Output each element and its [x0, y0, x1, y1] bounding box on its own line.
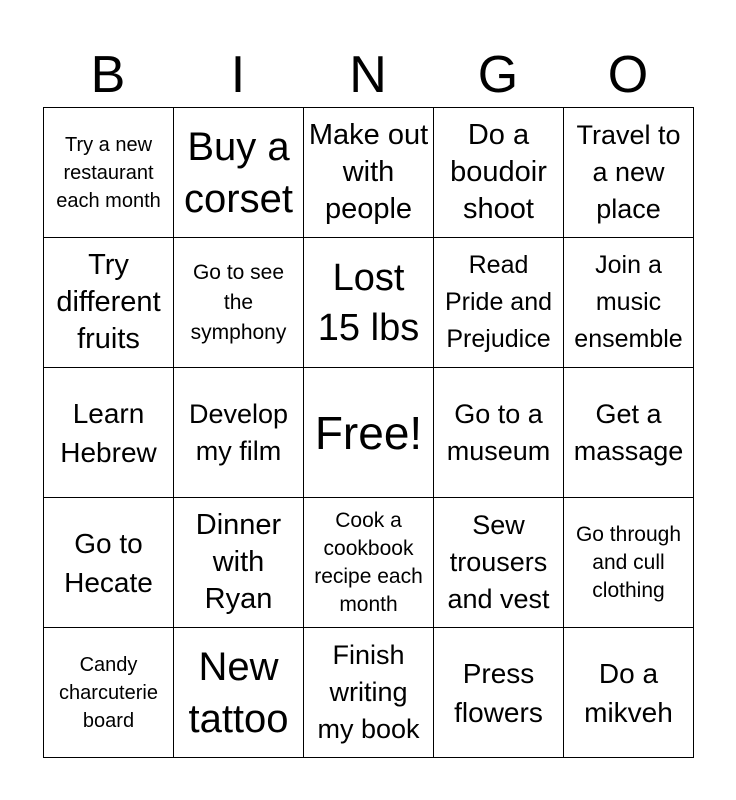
bingo-cell[interactable]: Dinner with Ryan [174, 498, 304, 628]
board-row [44, 368, 694, 498]
header-letter-g: G [477, 46, 519, 104]
bingo-cell[interactable]: Do a mikveh [564, 628, 694, 758]
bingo-cell[interactable]: Develop my film [174, 368, 304, 498]
bingo-board [43, 107, 694, 758]
bingo-cell[interactable]: Finish writing my book [304, 628, 434, 758]
bingo-cell[interactable]: Read Pride and Prejudice [434, 238, 564, 368]
header-letter-b: B [90, 46, 126, 104]
bingo-cell[interactable]: Make out with people [304, 108, 434, 238]
bingo-cell[interactable]: Candy charcuterie board [44, 628, 174, 758]
bingo-cell[interactable]: Learn Hebrew [44, 368, 174, 498]
bingo-header [43, 42, 693, 108]
board-row [44, 108, 694, 238]
bingo-cell[interactable]: Sew trousers and vest [434, 498, 564, 628]
bingo-cell[interactable]: Try a new restaurant each month [44, 108, 174, 238]
bingo-cell[interactable]: Lost 15 lbs [304, 238, 434, 368]
bingo-cell[interactable]: Go to Hecate [44, 498, 174, 628]
bingo-cell[interactable]: Press flowers [434, 628, 564, 758]
board-row [44, 628, 694, 758]
bingo-cell[interactable]: Travel to a new place [564, 108, 694, 238]
board-row [44, 238, 694, 368]
header-letter-o: O [607, 46, 649, 104]
bingo-cell[interactable]: Go to a museum [434, 368, 564, 498]
bingo-cell[interactable]: Join a music ensemble [564, 238, 694, 368]
bingo-cell[interactable]: Cook a cookbook recipe each month [304, 498, 434, 628]
board-row [44, 498, 694, 628]
header-letter-i: I [230, 46, 246, 104]
header-letter-n: N [349, 46, 387, 104]
bingo-cell[interactable]: Go to see the symphony [174, 238, 304, 368]
bingo-cell[interactable]: Get a massage [564, 368, 694, 498]
bingo-cell[interactable]: Do a boudoir shoot [434, 108, 564, 238]
bingo-cell[interactable]: New tattoo [174, 628, 304, 758]
bingo-cell[interactable]: Try different fruits [44, 238, 174, 368]
bingo-cell[interactable]: Buy a corset [174, 108, 304, 238]
bingo-cell[interactable]: Go through and cull clothing [564, 498, 694, 628]
free-space-cell[interactable]: Free! [304, 368, 434, 498]
